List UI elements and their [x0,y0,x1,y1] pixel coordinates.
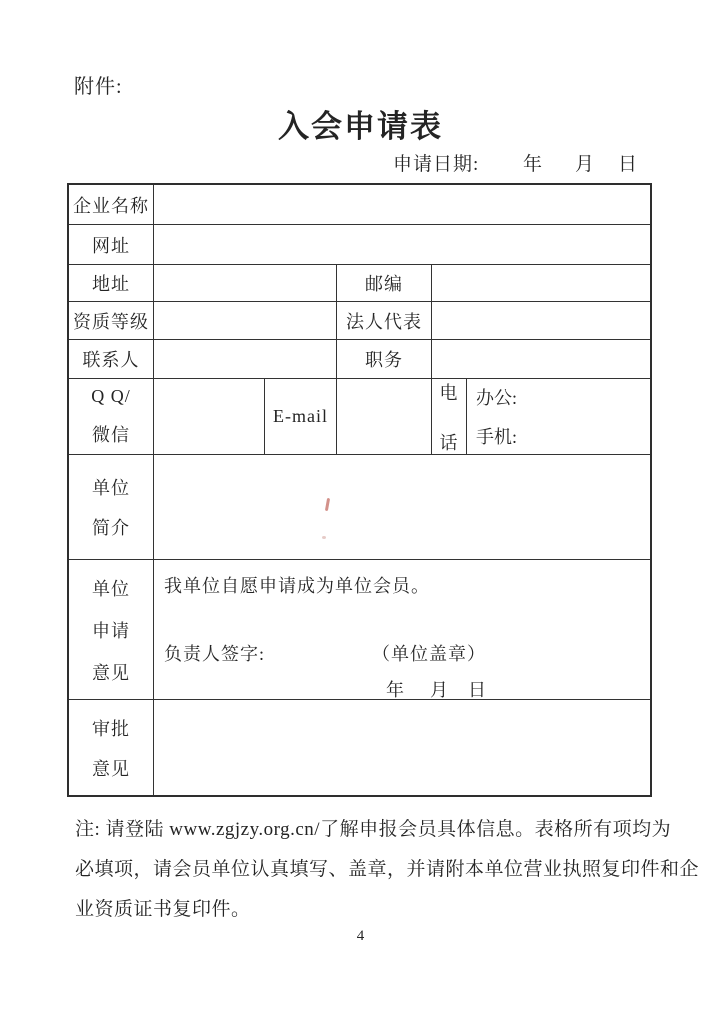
legal-representative-label: 法人代表 [337,302,432,340]
address-field [154,265,337,302]
approval-opinion-label [69,700,154,795]
footnote [75,810,700,930]
apply-label-line3: 意见 [92,662,130,683]
page-title: 入会申请表 [278,109,443,144]
telephone-label-char2: 话 [439,432,459,453]
postcode-field [432,265,650,302]
profile-label-line2: 简介 [92,518,130,538]
date-year-label: 年 [523,154,543,175]
sign-day-label: 日 [468,680,486,700]
postcode-label: 邮编 [337,265,432,302]
qualification-field [154,302,337,340]
date-day-label: 日 [618,154,638,175]
qq-wechat-label [69,379,154,455]
application-opinion-content [154,560,650,700]
telephone-fields [467,379,650,455]
address-label: 地址 [69,265,154,302]
qq-label-line: Q Q/ [91,386,131,406]
company-name-field [154,185,650,225]
profile-label-line1: 单位 [92,478,130,498]
qualification-label: 资质等级 [69,302,154,340]
voluntary-statement: 我单位自愿申请成为单位会员。 [164,576,430,596]
wechat-label-line: 微信 [92,425,130,445]
telephone-label-char1: 电 [439,382,459,403]
page-number: 4 [356,928,365,944]
website-field [154,225,650,265]
footnote-line-2: 必填项，请会员单位认真填写、盖章，并请附本单位营业执照复印件和企 [75,859,700,880]
position-label: 职务 [337,340,432,379]
apply-label-line2: 申请 [92,620,130,641]
mobile-phone-label: 手机: [476,427,518,447]
membership-application-table [67,183,652,797]
contact-person-label: 联系人 [69,340,154,379]
attachment-label: 附件: [74,76,123,98]
signature-label: 负责人签字: [164,644,266,664]
application-date-label: 申请日期: [393,154,480,175]
company-profile-field [154,455,650,560]
qq-wechat-field [154,379,265,455]
approval-label-line2: 意见 [92,758,130,779]
website-label: 网址 [69,225,154,265]
date-month-label: 月 [575,154,595,175]
footnote-line-3: 业资质证书复印件。 [75,899,251,920]
company-profile-label [69,455,154,560]
company-name-label: 企业名称 [69,185,154,225]
company-seal-label: （单位盖章） [372,644,486,664]
apply-label-line1: 单位 [92,578,130,599]
contact-person-field [154,340,337,379]
office-phone-label: 办公: [476,388,518,408]
legal-representative-field [432,302,650,340]
telephone-label [432,379,467,455]
approval-label-line1: 审批 [92,718,130,739]
scan-speck [322,536,326,539]
sign-month-label: 月 [430,680,448,700]
email-label: E-mail [265,379,337,455]
email-field [337,379,432,455]
sign-year-label: 年 [386,680,404,700]
footnote-line-1: 注: 请登陆 www.zgjzy.org.cn/了解申报会员具体信息。表格所有项均为 [75,819,672,840]
position-field [432,340,650,379]
application-opinion-label [69,560,154,700]
approval-opinion-field [154,700,650,795]
